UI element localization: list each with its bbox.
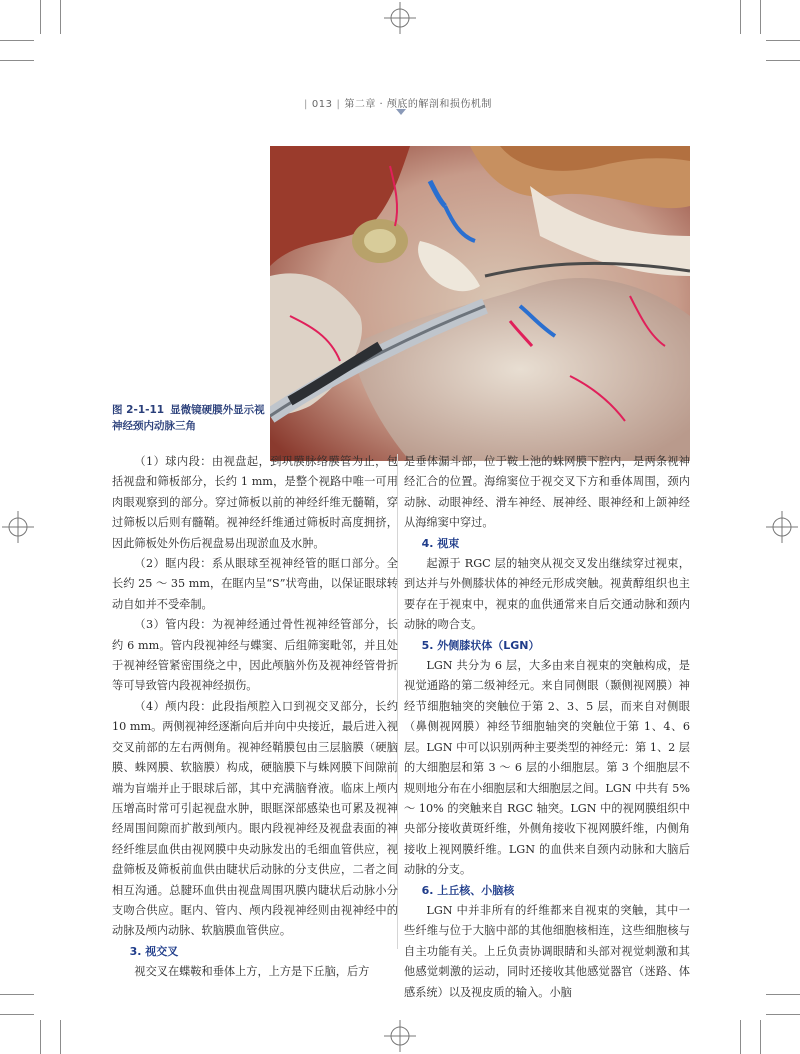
crop-mark [60, 1020, 61, 1054]
crop-mark [766, 994, 800, 995]
registration-mark-icon [384, 1020, 416, 1052]
paragraph: （2）眶内段：系从眼球至视神经管的眶口部分。全长约 25 ～ 35 mm，在眶内呈“S”状弯曲，以保证眼球转动自如并不受牵制。 [112, 557, 398, 611]
crop-mark [40, 1020, 41, 1054]
registration-mark-icon [384, 2, 416, 34]
page-number: 013 [311, 99, 333, 110]
paragraph: 起源于 RGC 层的轴突从视交叉发出继续穿过视束，到达并与外侧膝状体的神经元形成突触。视黄醇组织也主要存在于视束中，视束的血供通常来自后交通动脉和颈内动脉的吻合支。 [404, 557, 690, 632]
crop-mark [0, 994, 34, 995]
registration-mark-icon [766, 511, 798, 543]
crop-mark [740, 0, 741, 34]
crop-mark [760, 0, 761, 34]
microscope-photo [270, 146, 690, 461]
figure-caption [112, 402, 272, 434]
crop-mark [766, 1014, 800, 1015]
figure-caption-text: 显微镜硬膜外显示视神经颈内动脉三角 [112, 404, 265, 432]
section-heading: 4. 视束 [421, 536, 460, 550]
paragraph: （4）颅内段：此段指颅腔入口到视交叉部分，长约 10 mm。两侧视神经逐渐向后并向中央接近，最后进入视交叉前部的左右两侧角。视神经鞘膜包由三层脑膜（硬脑膜、蛛网膜、软脑膜）构成，硬脑膜下与蛛网膜下间隙前端为盲端并止于眼球后部，其中充满脑脊液。临床上颅内压增高时常可引起视盘水肿，眼眶深部感染也可累及视神经周围间隙而扩散到颅内。眼内段视神经及视盘表面的神经纤维层血供由视网膜中央动脉发出的毛细血管供应，视盘筛板及筛板前血供由睫状后动脉的分支供应，二者之间相互沟通。总腱环血供由视盘周围巩膜内睫状后动脉小分支吻合供应。眶内、管内、颅内段视神经则由视神经中的动脉及颅内动脉、软脑膜血管供应。 [112, 699, 398, 938]
registration-mark-icon [2, 511, 34, 543]
crop-mark [40, 0, 41, 34]
crop-mark [740, 1020, 741, 1054]
crop-mark [0, 40, 34, 41]
paragraph: 是垂体漏斗部，位于鞍上池的蛛网膜下腔内，是两条视神经汇合的位置。海绵窦位于视交叉下方和垂体周围，颈内动脉、动眼神经、滑车神经、展神经、眼神经和上颌神经从海绵窦中穿过。 [404, 455, 690, 530]
crop-mark [766, 60, 800, 61]
crop-mark [760, 1020, 761, 1054]
paragraph: 视交叉在蝶鞍和垂体上方，上方是下丘脑，后方 [134, 965, 370, 979]
paragraph: （1）球内段：由视盘起，到巩膜脉络膜管为止，包括视盘和筛板部分，长约 1 mm，是整个视路中唯一可用肉眼观察到的部分。穿过筛板以前的神经纤维无髓鞘，穿过筛板以后则有髓鞘。视神经纤维通过筛板时高度拥挤，因此筛板处外伤后视盘易出现淤血及水肿。 [112, 455, 398, 550]
paragraph: LGN 共分为 6 层，大多由来自视束的突触构成，是视觉通路的第二级神经元。来自同侧眼（颞侧视网膜）神经节细胞轴突的突触位于第 2、3、5 层，而来自对侧眼（鼻侧视网膜）神经节细胞轴突的突触位于第 1、4、6 层。LGN 中可以识别两种主要类型的神经元：第 1、2 层的大细胞层和第 3 ～ 6 层的小细胞层。第 3 个细胞层不规则地分布在小细胞层和大细胞层之间。LGN 中共有 5% ～ 10% 的突触来自 RGC 轴突。LGN 中的视网膜组织中央部分接收黄斑纤维，外侧角接收下视网膜纤维，内侧角接收上视网膜纤维。LGN 的血供来自颈内动脉和大脑后动脉的分支。 [404, 659, 690, 877]
crop-mark [60, 0, 61, 34]
crop-mark [766, 40, 800, 41]
section-heading: 5. 外侧膝状体（LGN） [421, 638, 540, 652]
figure-number: 图 2-1-11 [112, 404, 165, 416]
section-heading: 6. 上丘核、小脑核 [421, 883, 515, 897]
crop-mark [0, 1014, 34, 1015]
paragraph: （3）管内段：为视神经通过骨性视神经管部分，长约 6 mm。管内段视神经与蝶窦、后组筛窦毗邻，并且处于视神经管紧密围绕之中，因此颅脑外伤及视神经管骨折等可导致管内段视神经损伤。 [112, 618, 398, 693]
chapter-title: 第二章 · 颅底的解剖和损伤机制 [344, 99, 492, 110]
right-column [404, 452, 690, 1003]
running-header: | 013 | 第二章 · 颅底的解剖和损伤机制 [304, 99, 492, 110]
crop-mark [0, 60, 34, 61]
section-heading: 3. 视交叉 [129, 944, 179, 958]
header-marker-icon [396, 109, 406, 115]
paragraph: LGN 中并非所有的纤维都来自视束的突触，其中一些纤维与位于大脑中部的其他细胞核相连，这些细胞核与自主功能有关。上丘负责协调眼睛和头部对视觉刺激和其他感觉刺激的运动，同时还接收其他感觉器官（迷路、体感系统）以及视皮质的输入。小脑 [404, 903, 690, 999]
left-column [112, 452, 398, 983]
